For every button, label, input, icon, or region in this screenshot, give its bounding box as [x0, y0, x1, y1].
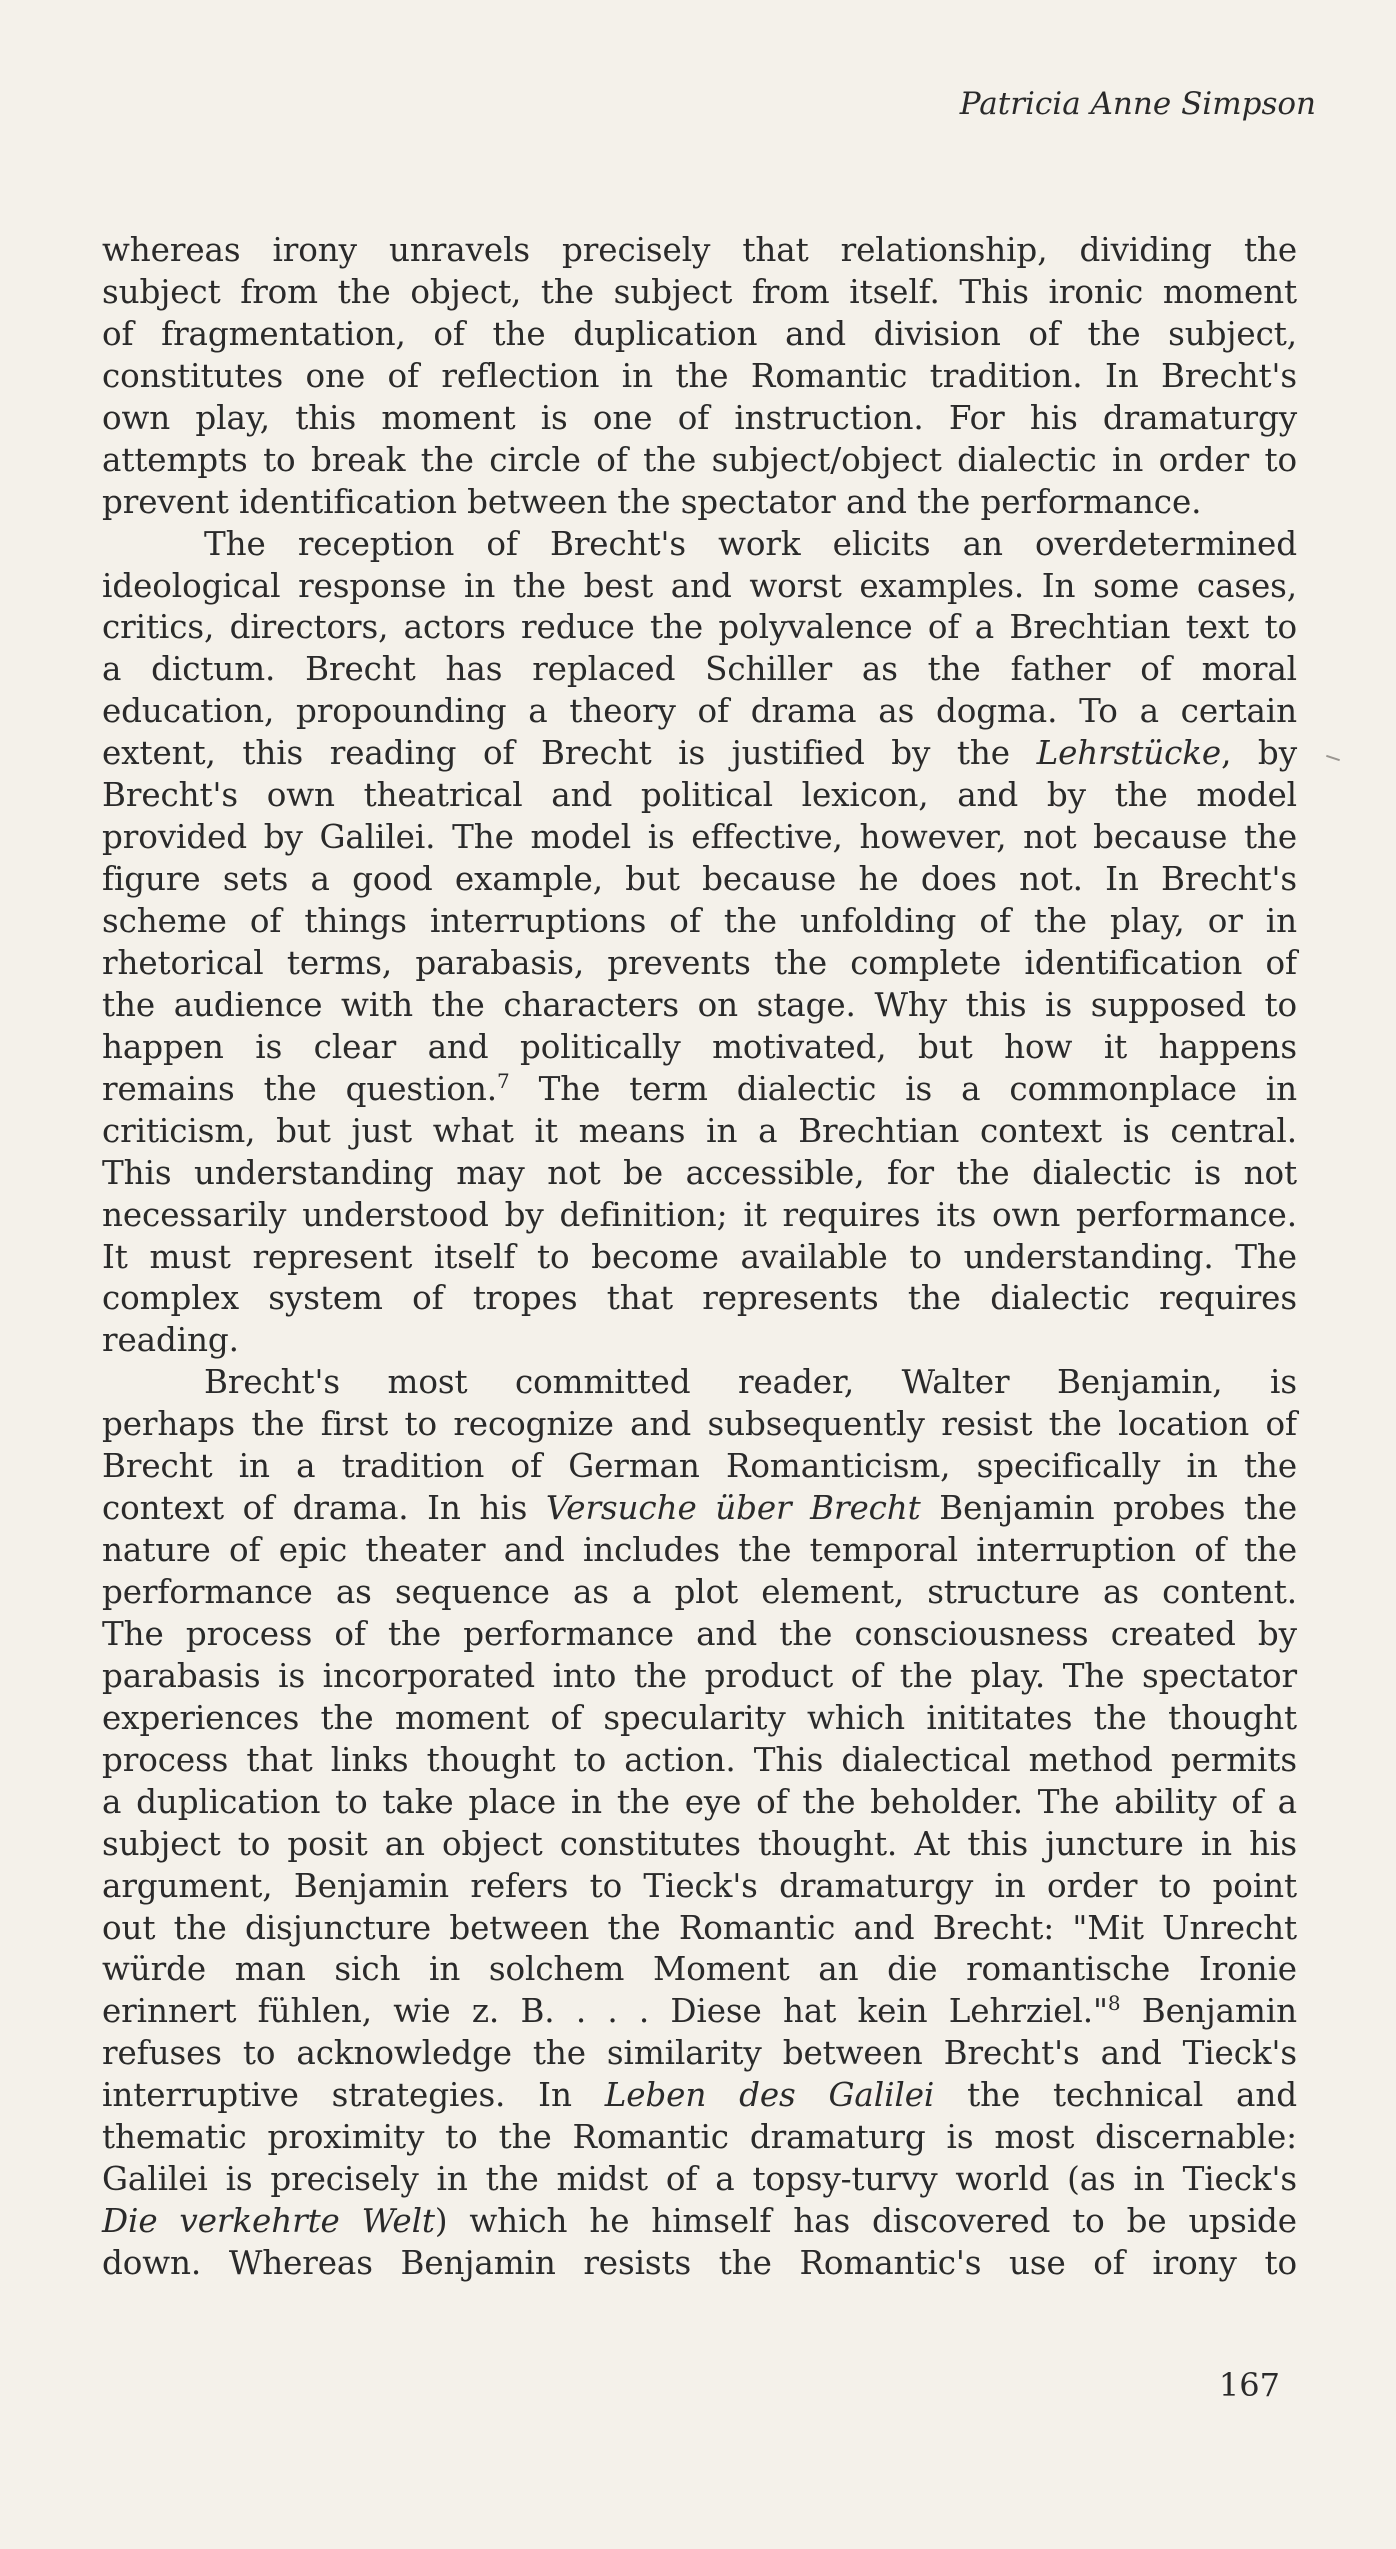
line-text: context of drama. In his [102, 1489, 546, 1528]
text-line [102, 691, 1297, 733]
line-text: happen is clear and politically motivated, but how it happens [102, 1027, 1297, 1066]
line-text: down. Whereas Benjamin resists the Romantic's use of irony to [102, 2244, 1297, 2282]
text-line [102, 1153, 1297, 1195]
text-line [102, 901, 1297, 943]
line-text: a duplication to take place in the eye of the beholder. The ability of a [102, 1782, 1297, 1821]
running-head-author: Patricia Anne Simpson [959, 86, 1316, 122]
line-text: ideological response in the best and worst examples. In some cases, [102, 566, 1297, 605]
text-line [102, 1530, 1297, 1572]
line-text: Brecht's own theatrical and political lexicon, and by the model [102, 776, 1297, 815]
italic-title: Lehrstücke [1036, 734, 1222, 773]
line-text: constitutes one of reflection in the Romantic tradition. In Brecht's [102, 356, 1297, 395]
text-line [102, 1949, 1297, 1991]
line-text: own play, this moment is one of instruction. For his dramaturgy [102, 398, 1297, 437]
text-line [102, 2201, 1297, 2243]
text-line [102, 1027, 1297, 1069]
line-text: reading. [102, 1321, 239, 1360]
line-text: process that links thought to action. This dialectical method permits [102, 1740, 1297, 1779]
text-line [102, 398, 1297, 440]
italic-title: Die verkehrte Welt [102, 2202, 435, 2241]
line-text: scheme of things interruptions of the unfolding of the play, or in [102, 902, 1297, 940]
line-text: Galilei is precisely in the midst of a topsy-turvy world (as in Tieck's [102, 2160, 1297, 2199]
line-text: The term dialectic is a commonplace in [509, 1069, 1297, 1108]
text-line [102, 230, 1297, 272]
text-line [102, 1698, 1297, 1740]
text-line [102, 2117, 1297, 2159]
text-line [102, 607, 1297, 649]
text-line [102, 1069, 1297, 1111]
text-line [102, 356, 1297, 398]
line-text: argument, Benjamin refers to Tieck's dramaturgy in order to point [102, 1866, 1297, 1905]
text-line [102, 1866, 1297, 1908]
line-text: parabasis is incorporated into the product of the play. The spectator [102, 1656, 1297, 1695]
text-line [102, 1572, 1297, 1614]
text-line [102, 2159, 1297, 2201]
text-line [102, 1362, 1297, 1404]
line-text: rhetorical terms, parabasis, prevents the complete identification of [102, 943, 1297, 982]
line-text: The process of the performance and the consciousness created by [102, 1614, 1297, 1653]
text-line [102, 1740, 1297, 1782]
line-text: out the disjuncture between the Romantic and Brecht: "Mit Unrecht [102, 1908, 1297, 1947]
line-text: attempts to break the circle of the subject/object dialectic in order to [102, 440, 1297, 479]
line-text: the technical and [934, 2076, 1298, 2115]
line-text: würde man sich in solchem Moment an die romantische Ironie [102, 1950, 1297, 1989]
line-text: of fragmentation, of the duplication and division of the subject, [102, 314, 1297, 353]
italic-title: Leben des Galilei [604, 2076, 935, 2115]
line-text: subject to posit an object constitutes thought. At this juncture in his [102, 1824, 1297, 1863]
line-text: whereas irony unravels precisely that relationship, dividing the [102, 231, 1297, 269]
text-line [102, 440, 1297, 482]
text-line [102, 2243, 1297, 2285]
text-line [102, 1488, 1297, 1530]
text-line [102, 272, 1297, 314]
text-line [102, 1782, 1297, 1824]
line-text: , by [1221, 734, 1297, 773]
line-text: prevent identification between the spectator and the performance. [102, 482, 1202, 521]
text-line [102, 1824, 1297, 1866]
text-line [102, 1320, 1297, 1362]
line-text: performance as sequence as a plot element, structure as content. [102, 1573, 1297, 1611]
line-text: subject from the object, the subject from itself. This ironic moment [102, 272, 1297, 311]
line-text: provided by Galilei. The model is effective, however, not because the [102, 818, 1297, 857]
line-text: criticism, but just what it means in a Brechtian context is central. [102, 1111, 1297, 1150]
text-line [102, 1908, 1297, 1950]
text-line [102, 1278, 1297, 1320]
text-line [102, 1656, 1297, 1698]
line-text: remains the question. [102, 1069, 498, 1108]
text-line [102, 1195, 1297, 1237]
text-line [102, 1111, 1297, 1153]
text-line [102, 2075, 1297, 2117]
text-line [102, 524, 1297, 566]
line-text: interruptive strategies. In [102, 2076, 605, 2115]
line-text: refuses to acknowledge the similarity between Brecht's and Tieck's [102, 2034, 1297, 2073]
line-text: figure sets a good example, but because he does not. In Brecht's [102, 860, 1297, 899]
footnote-marker: 8 [1107, 1991, 1121, 2016]
text-line [102, 482, 1297, 524]
text-line [102, 1991, 1297, 2033]
italic-title: Versuche über Brecht [545, 1489, 921, 1528]
text-line [102, 1404, 1297, 1446]
line-text: necessarily understood by definition; it requires its own performance. [102, 1195, 1297, 1234]
line-text: The reception of Brecht's work elicits an overdetermined [204, 524, 1297, 563]
margin-pencil-mark [1326, 755, 1340, 761]
text-line [102, 985, 1297, 1027]
line-text: a dictum. Brecht has replaced Schiller as the father of moral [102, 650, 1297, 689]
line-text: ) which he himself has discovered to be upside [434, 2202, 1297, 2241]
text-line [102, 943, 1297, 985]
line-text: perhaps the first to recognize and subsequently resist the location of [102, 1405, 1297, 1444]
text-line [102, 1446, 1297, 1488]
text-line [102, 775, 1297, 817]
line-text: experiences the moment of specularity which inititates the thought [102, 1698, 1297, 1737]
footnote-marker: 7 [497, 1068, 510, 1093]
line-text: This understanding may not be accessible, for the dialectic is not [102, 1153, 1297, 1192]
text-line [102, 733, 1297, 775]
line-text: complex system of tropes that represents the dialectic requires [102, 1279, 1297, 1318]
line-text: education, propounding a theory of drama as dogma. To a certain [102, 692, 1297, 731]
text-line [102, 1237, 1297, 1279]
line-text: thematic proximity to the Romantic dramaturg is most discernable: [102, 2118, 1297, 2157]
text-line [102, 649, 1297, 691]
text-line [102, 859, 1297, 901]
line-text: extent, this reading of Brecht is justified by the [102, 734, 1037, 773]
text-line [102, 314, 1297, 356]
line-text: nature of epic theater and includes the temporal interruption of the [102, 1531, 1297, 1570]
text-line [102, 1614, 1297, 1656]
text-line [102, 817, 1297, 859]
line-text: Benjamin probes the [920, 1489, 1298, 1528]
line-text: Brecht in a tradition of German Romanticism, specifically in the [102, 1447, 1297, 1486]
line-text: Benjamin [1120, 1992, 1297, 2031]
line-text: the audience with the characters on stage. Why this is supposed to [102, 985, 1297, 1024]
text-line [102, 566, 1297, 608]
line-text: critics, directors, actors reduce the polyvalence of a Brechtian text to [102, 608, 1297, 647]
line-text: erinnert fühlen, wie z. B. . . . Diese hat kein Lehrziel." [102, 1992, 1108, 2031]
line-text: It must represent itself to become available to understanding. The [102, 1237, 1297, 1276]
text-line [102, 2033, 1297, 2075]
page-number: 167 [1218, 2366, 1280, 2404]
line-text: Brecht's most committed reader, Walter Benjamin, is [204, 1363, 1297, 1402]
body-text [102, 230, 1297, 2285]
